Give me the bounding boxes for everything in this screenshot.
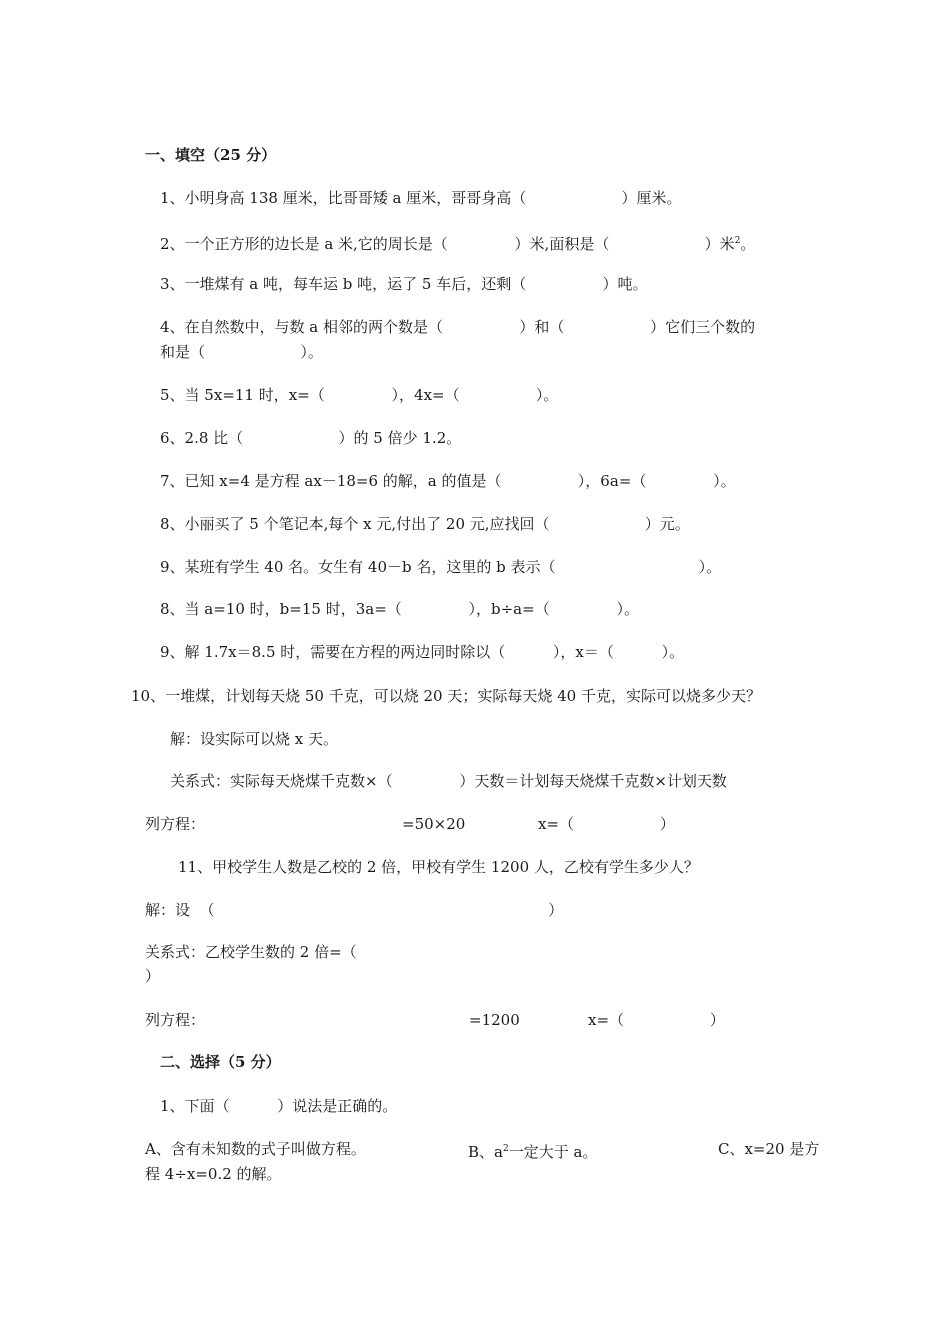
question-9b: 9、解 1.7x＝8.5 时，需要在方程的两边同时除以（ ），x＝（ ）。 bbox=[160, 643, 685, 661]
question-9: 9、某班有学生 40 名。女生有 40－b 名，这里的 b 表示（ ）。 bbox=[160, 558, 722, 576]
question-2-text: 2、一个正方形的边长是 a 米,它的周长是（ ）米,面积是（ ）米 bbox=[160, 235, 735, 253]
question-10-x-answer: x=（ ） bbox=[538, 815, 675, 833]
question-11-solve: 解：设 （ ） bbox=[145, 901, 564, 919]
section-choice-title: 二、选择（5 分） bbox=[160, 1053, 281, 1071]
question-5: 5、当 5x=11 时，x=（ ），4x=（ ）。 bbox=[160, 386, 559, 404]
question-11-equation-label: 列方程： bbox=[145, 1011, 206, 1029]
section-fill-blank-title: 一、填空（25 分） bbox=[145, 146, 277, 164]
question-10: 10、一堆煤，计划每天烧 50 千克，可以烧 20 天；实际每天烧 40 千克，实际可以烧多少天？ bbox=[131, 687, 761, 705]
choice-option-b bbox=[468, 1139, 597, 1162]
question-11-relation-line-1: 关系式：乙校学生数的 2 倍=（ bbox=[145, 943, 357, 961]
superscript-2: 2 bbox=[734, 236, 741, 246]
question-11: 11、甲校学生人数是乙校的 2 倍，甲校有学生 1200 人，乙校有学生多少人？ bbox=[178, 858, 699, 876]
question-2 bbox=[160, 231, 755, 254]
question-4-line-1: 4、在自然数中，与数 a 相邻的两个数是（ ）和（ ）它们三个数的 bbox=[160, 318, 756, 336]
question-4-line-2: 和是（ ）。 bbox=[160, 343, 323, 361]
question-10-solve: 解：设实际可以烧 x 天。 bbox=[170, 730, 338, 748]
question-1: 1、小明身高 138 厘米，比哥哥矮 a 厘米，哥哥身高（ ）厘米。 bbox=[160, 189, 682, 207]
question-8: 8、小丽买了 5 个笔记本,每个 x 元,付出了 20 元,应找回（ ）元。 bbox=[160, 515, 690, 533]
question-6: 6、2.8 比（ ）的 5 倍少 1.2。 bbox=[160, 429, 462, 447]
question-2-end: 。 bbox=[740, 235, 756, 253]
superscript-2: 2 bbox=[502, 1144, 509, 1154]
question-11-equation-rhs: =1200 bbox=[469, 1011, 520, 1029]
choice-option-c-continued: 程 4÷x=0.2 的解。 bbox=[145, 1165, 282, 1183]
question-11-relation-line-2: ） bbox=[145, 967, 161, 985]
choice-option-c: C、x=20 是方 bbox=[718, 1140, 820, 1158]
question-10-relation: 关系式：实际每天烧煤千克数×（ ）天数＝计划每天烧煤千克数×计划天数 bbox=[170, 772, 727, 790]
question-11-x-answer: x=（ ） bbox=[588, 1011, 725, 1029]
question-3: 3、一堆煤有 a 吨，每车运 b 吨，运了 5 车后，还剩（ ）吨。 bbox=[160, 275, 648, 293]
choice-option-b-text: B、a bbox=[468, 1143, 503, 1161]
question-8b: 8、当 a=10 时，b=15 时，3a=（ ），b÷a=（ ）。 bbox=[160, 600, 639, 618]
question-10-equation-label: 列方程： bbox=[145, 815, 206, 833]
choice-question-1: 1、下面（ ）说法是正确的。 bbox=[160, 1097, 398, 1115]
question-10-equation-rhs: =50×20 bbox=[402, 815, 466, 833]
choice-option-b-end: 一定大于 a。 bbox=[508, 1143, 598, 1161]
choice-option-a: A、含有未知数的式子叫做方程。 bbox=[145, 1140, 366, 1158]
question-7: 7、已知 x=4 是方程 ax－18=6 的解，a 的值是（ ），6a=（ ）。 bbox=[160, 472, 736, 490]
